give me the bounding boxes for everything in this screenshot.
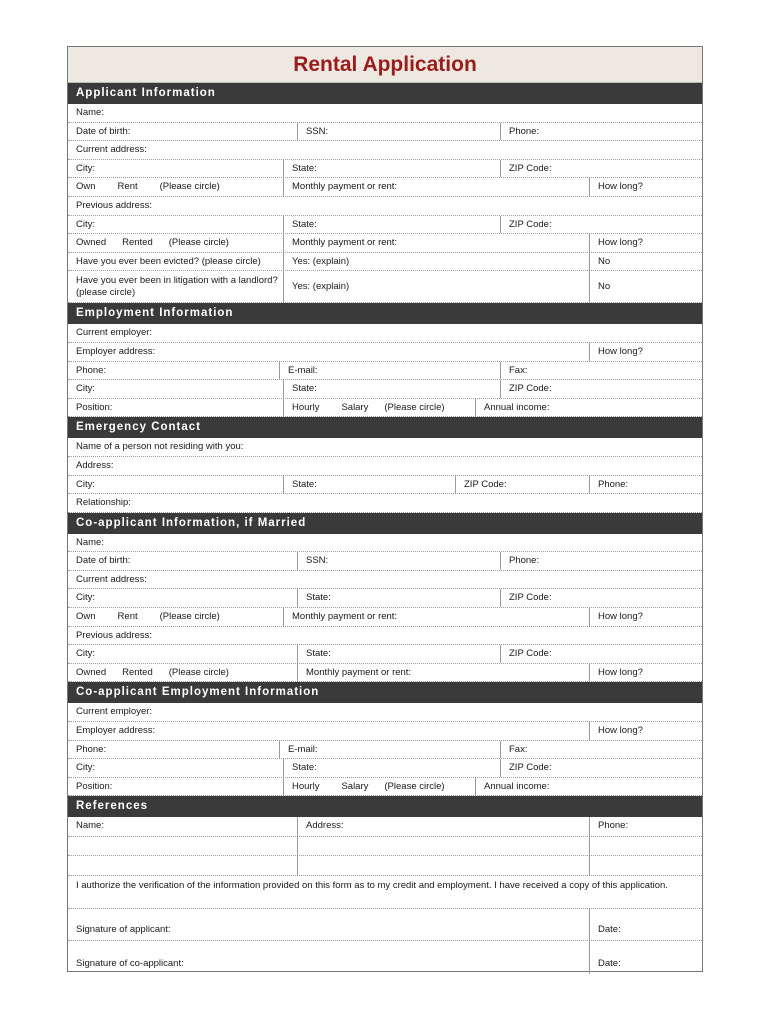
emergency-city-field[interactable]: City: bbox=[76, 478, 95, 490]
reference-2-name-field[interactable] bbox=[68, 856, 297, 875]
reference-phone-header: Phone: bbox=[589, 817, 702, 836]
coapplicant-current-residence-row bbox=[68, 608, 702, 627]
please-circle-label: (Please circle) bbox=[159, 181, 220, 193]
applicant-current-address-row bbox=[68, 141, 702, 160]
emergency-relationship-row bbox=[68, 494, 702, 513]
pay-type-field[interactable] bbox=[283, 399, 475, 417]
reference-address-header: Address: bbox=[297, 817, 589, 836]
employment-position-row bbox=[68, 399, 702, 418]
emergency-zip-field[interactable]: ZIP Code: bbox=[455, 476, 589, 494]
applicant-current-city-row bbox=[68, 160, 702, 179]
section-employment-information: Employment Information bbox=[68, 303, 702, 324]
applicant-previous-state-field[interactable]: State: bbox=[283, 216, 500, 234]
reference-1-phone-field[interactable] bbox=[589, 837, 702, 856]
reference-row-2 bbox=[68, 856, 702, 876]
coemployer-address-row bbox=[68, 722, 702, 741]
emergency-state-field[interactable]: State: bbox=[283, 476, 455, 494]
coapplicant-signature-row bbox=[68, 941, 702, 974]
reference-1-name-field[interactable] bbox=[68, 837, 297, 856]
employer-city-row bbox=[68, 380, 702, 399]
coapplicant-current-zip-field[interactable]: ZIP Code: bbox=[500, 589, 702, 607]
section-applicant-information: Applicant Information bbox=[68, 83, 702, 104]
coapplicant-previous-zip-field[interactable]: ZIP Code: bbox=[500, 645, 702, 663]
coapplicant-previous-address-field[interactable]: Previous address: bbox=[76, 629, 153, 641]
coapplicant-current-city-field[interactable]: City: bbox=[76, 592, 95, 604]
employer-phone-field[interactable]: Phone: bbox=[76, 364, 107, 376]
coapplicant-employment-how-long-field[interactable]: How long? bbox=[589, 722, 702, 740]
applicant-previous-city-row bbox=[68, 216, 702, 235]
coemployer-row bbox=[68, 703, 702, 722]
emergency-phone-field[interactable]: Phone: bbox=[589, 476, 702, 494]
emergency-name-field[interactable]: Name of a person not residing with you: bbox=[76, 441, 244, 453]
coemployer-city-row bbox=[68, 759, 702, 778]
employer-state-field[interactable]: State: bbox=[283, 380, 500, 398]
litigation-row bbox=[68, 271, 702, 303]
please-circle-label: (Please circle) bbox=[384, 780, 445, 792]
applicant-current-how-long-field[interactable]: How long? bbox=[589, 178, 702, 196]
coapplicant-employer-email-field[interactable]: E-mail: bbox=[279, 741, 500, 759]
applicant-signature-field[interactable]: Signature of applicant: bbox=[76, 924, 171, 936]
hourly-option[interactable]: Hourly bbox=[292, 780, 320, 792]
employment-how-long-field[interactable]: How long? bbox=[589, 343, 702, 361]
references-header-row bbox=[68, 817, 702, 837]
coapplicant-pay-type-field[interactable] bbox=[283, 778, 475, 796]
position-field[interactable]: Position: bbox=[76, 401, 113, 413]
coapplicant-current-monthly-payment-field[interactable]: Monthly payment or rent: bbox=[283, 608, 589, 626]
applicant-current-residence-row bbox=[68, 178, 702, 197]
applicant-previous-city-field[interactable]: City: bbox=[76, 218, 95, 230]
applicant-previous-owned-rented-field[interactable] bbox=[68, 234, 283, 252]
employer-zip-field[interactable]: ZIP Code: bbox=[500, 380, 702, 398]
authorization-statement: I authorize the verification of the information provided on this form as to my credit and employment. I have received a copy of this application. bbox=[76, 879, 668, 891]
coapplicant-signature-field[interactable]: Signature of co-applicant: bbox=[76, 957, 184, 969]
reference-row-1 bbox=[68, 837, 702, 857]
authorization-row bbox=[68, 876, 702, 909]
litigation-yes-explain-field[interactable]: Yes: (explain) bbox=[283, 271, 589, 302]
applicant-dob-row bbox=[68, 123, 702, 142]
coapplicant-dob-row bbox=[68, 552, 702, 571]
applicant-previous-address-field[interactable]: Previous address: bbox=[76, 199, 153, 211]
employer-address-field[interactable]: Employer address: bbox=[76, 345, 156, 357]
coapplicant-employer-phone-field[interactable]: Phone: bbox=[76, 743, 107, 755]
salary-option[interactable]: Salary bbox=[341, 780, 369, 792]
employer-address-row bbox=[68, 343, 702, 362]
employer-row bbox=[68, 324, 702, 343]
evicted-yes-explain-field[interactable]: Yes: (explain) bbox=[283, 253, 589, 271]
please-circle-label: (Please circle) bbox=[384, 401, 445, 413]
section-coapplicant-employment: Co-applicant Employment Information bbox=[68, 682, 702, 703]
coapplicant-signature-date-field[interactable]: Date: bbox=[589, 941, 702, 974]
applicant-current-zip-field[interactable]: ZIP Code: bbox=[500, 160, 702, 178]
emergency-relationship-field[interactable]: Relationship: bbox=[76, 497, 131, 509]
applicant-current-city-field[interactable]: City: bbox=[76, 162, 95, 174]
coapplicant-current-state-field[interactable]: State: bbox=[297, 589, 500, 607]
coemployment-position-row bbox=[68, 778, 702, 797]
coapplicant-current-own-rent-field[interactable] bbox=[68, 608, 283, 626]
coapplicant-annual-income-field[interactable]: Annual income: bbox=[475, 778, 702, 796]
coapplicant-current-employer-field[interactable]: Current employer: bbox=[76, 706, 153, 718]
owned-option[interactable]: Owned bbox=[76, 237, 107, 249]
current-employer-field[interactable]: Current employer: bbox=[76, 327, 153, 339]
salary-option[interactable]: Salary bbox=[341, 401, 369, 413]
applicant-previous-how-long-field[interactable]: How long? bbox=[589, 234, 702, 252]
own-option[interactable]: Own bbox=[76, 181, 96, 193]
section-emergency-contact: Emergency Contact bbox=[68, 417, 702, 438]
applicant-signature-date-field[interactable]: Date: bbox=[589, 909, 702, 941]
coapplicant-current-city-row bbox=[68, 589, 702, 608]
please-circle-label: (Please circle) bbox=[159, 611, 220, 623]
coapplicant-previous-city-row bbox=[68, 645, 702, 664]
applicant-name-row bbox=[68, 104, 702, 123]
rent-option[interactable]: Rent bbox=[117, 611, 138, 623]
reference-2-phone-field[interactable] bbox=[589, 856, 702, 875]
evicted-question: Have you ever been evicted? (please circle) bbox=[76, 255, 261, 267]
coapplicant-name-field[interactable]: Name: bbox=[76, 536, 104, 548]
applicant-previous-monthly-payment-field[interactable]: Monthly payment or rent: bbox=[283, 234, 589, 252]
coapplicant-name-row bbox=[68, 534, 702, 553]
applicant-current-state-field[interactable]: State: bbox=[283, 160, 500, 178]
applicant-dob-field[interactable]: Date of birth: bbox=[76, 125, 131, 137]
coapplicant-phone-field[interactable]: Phone: bbox=[500, 552, 702, 570]
coapplicant-ssn-field[interactable]: SSN: bbox=[297, 552, 500, 570]
employer-city-field[interactable]: City: bbox=[76, 383, 95, 395]
rent-option[interactable]: Rent bbox=[117, 181, 138, 193]
coapplicant-dob-field[interactable]: Date of birth: bbox=[76, 555, 131, 567]
employer-contact-row bbox=[68, 362, 702, 381]
applicant-signature-row bbox=[68, 909, 702, 942]
rented-option[interactable]: Rented bbox=[122, 666, 153, 678]
please-circle-label: (Please circle) bbox=[168, 666, 229, 678]
reference-name-header: Name: bbox=[76, 820, 104, 832]
section-coapplicant-information: Co-applicant Information, if Married bbox=[68, 513, 702, 534]
own-option[interactable]: Own bbox=[76, 611, 96, 623]
coapplicant-current-how-long-field[interactable]: How long? bbox=[589, 608, 702, 626]
emergency-city-row bbox=[68, 476, 702, 495]
coapplicant-previous-residence-row bbox=[68, 664, 702, 683]
coapplicant-employer-fax-field[interactable]: Fax: bbox=[500, 741, 702, 759]
emergency-address-row bbox=[68, 457, 702, 476]
applicant-current-own-rent-field[interactable] bbox=[68, 178, 283, 196]
reference-1-address-field[interactable] bbox=[297, 837, 589, 856]
evicted-row bbox=[68, 253, 702, 272]
coapplicant-position-field[interactable]: Position: bbox=[76, 780, 113, 792]
litigation-question: Have you ever been in litigation with a landlord? (please circle) bbox=[76, 274, 278, 298]
applicant-ssn-field[interactable]: SSN: bbox=[297, 123, 500, 141]
hourly-option[interactable]: Hourly bbox=[292, 401, 320, 413]
coemployer-contact-row bbox=[68, 741, 702, 760]
coapplicant-employer-state-field[interactable]: State: bbox=[283, 759, 500, 777]
section-references: References bbox=[68, 796, 702, 817]
rental-application-form bbox=[67, 46, 703, 972]
coapplicant-current-address-field[interactable]: Current address: bbox=[76, 573, 147, 585]
form-title: Rental Application bbox=[68, 47, 702, 83]
coapplicant-previous-monthly-payment-field[interactable]: Monthly payment or rent: bbox=[297, 664, 589, 682]
applicant-previous-zip-field[interactable]: ZIP Code: bbox=[500, 216, 702, 234]
please-circle-label: (Please circle) bbox=[168, 237, 229, 249]
applicant-phone-field[interactable]: Phone: bbox=[500, 123, 702, 141]
coapplicant-previous-how-long-field[interactable]: How long? bbox=[589, 664, 702, 682]
employer-email-field[interactable]: E-mail: bbox=[279, 362, 500, 380]
applicant-name-field[interactable]: Name: bbox=[76, 107, 104, 118]
applicant-current-address-field[interactable]: Current address: bbox=[76, 144, 147, 156]
owned-option[interactable]: Owned bbox=[76, 666, 107, 678]
coapplicant-previous-owned-rented-field[interactable] bbox=[68, 664, 297, 682]
reference-2-address-field[interactable] bbox=[297, 856, 589, 875]
coapplicant-employer-address-field[interactable]: Employer address: bbox=[76, 725, 156, 737]
emergency-address-field[interactable]: Address: bbox=[76, 459, 114, 471]
evicted-no-option[interactable]: No bbox=[589, 253, 702, 271]
coapplicant-employer-city-field[interactable]: City: bbox=[76, 762, 95, 774]
annual-income-field[interactable]: Annual income: bbox=[475, 399, 702, 417]
employer-fax-field[interactable]: Fax: bbox=[500, 362, 702, 380]
applicant-previous-address-row bbox=[68, 197, 702, 216]
litigation-no-option[interactable]: No bbox=[589, 271, 702, 302]
coapplicant-current-address-row bbox=[68, 571, 702, 590]
applicant-current-monthly-payment-field[interactable]: Monthly payment or rent: bbox=[283, 178, 589, 196]
coapplicant-previous-state-field[interactable]: State: bbox=[297, 645, 500, 663]
coapplicant-employer-zip-field[interactable]: ZIP Code: bbox=[500, 759, 702, 777]
emergency-name-row bbox=[68, 438, 702, 457]
coapplicant-previous-address-row bbox=[68, 627, 702, 646]
coapplicant-previous-city-field[interactable]: City: bbox=[76, 648, 95, 660]
rented-option[interactable]: Rented bbox=[122, 237, 153, 249]
applicant-previous-residence-row bbox=[68, 234, 702, 253]
